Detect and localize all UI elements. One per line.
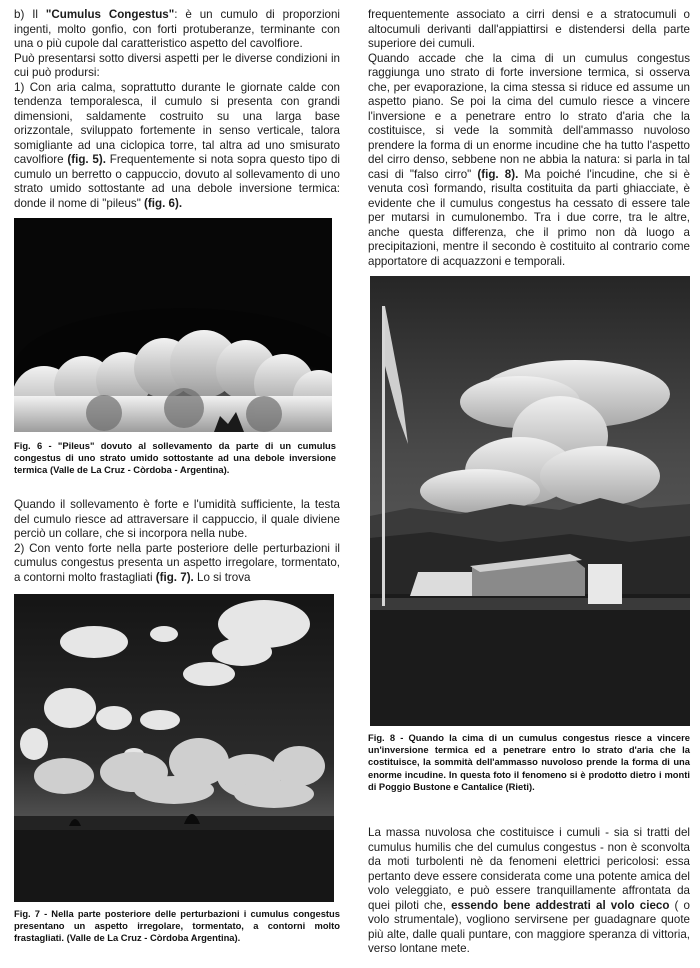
intro-prefix: b) Il bbox=[14, 8, 46, 21]
fig6-caption-block bbox=[14, 440, 336, 477]
right-bottom-block bbox=[368, 826, 690, 957]
case-2-text-b: Lo si trova bbox=[193, 570, 251, 584]
left-intro-block bbox=[14, 8, 340, 211]
gliding-text-b: ( o volo strumentale), vogliono servirsene per guadagnare quote più alte, dalle quali puntare, con maggiore speranza di vittoria, verso lontane mete. bbox=[368, 898, 690, 955]
fig7-caption: Fig. 7 - Nella parte posteriore delle perturbazioni i cumulus congestus presentano un aspetto irregolare, tormentato, a contorni molto frastagliati. (Valle de La Cruz - Còrdoba Argentina). bbox=[14, 908, 340, 944]
fig6-photo bbox=[14, 218, 332, 432]
case-2-paragraph bbox=[14, 542, 340, 586]
fig6-caption: Fig. 6 - "Pileus" dovuto al sollevamento da parte di un cumulus congestus di uno strato umido sottostante ad una debole inversione termica (Valle de La Cruz - Còrdoba - Argentina). bbox=[14, 440, 336, 476]
ref-fig-7: (fig. 7). bbox=[155, 570, 194, 584]
inversion-text-a: Quando accade che la cima di un cumulus congestus raggiunga uno strato di forte inversione termica, si osserva che, per evaporazione, la cima stessa si riduce ed assume un aspetto piano. Se poi la cima del cumulo riesce a vincere l'inversione e a penetrare entro lo strato d'aria che la costituisce, si vede la sommità dell'ammasso nuvoloso prendere la forma di un enorme incudine che ha tutto l'aspetto del cirro denso, sebbene non ne abbia la natura: si parla in tal casi di "falso cirro" bbox=[368, 51, 690, 181]
intro-paragraph bbox=[14, 8, 340, 52]
fig8-photo bbox=[370, 276, 690, 726]
ref-fig-5: (fig. 5). bbox=[67, 153, 106, 166]
blind-flight-emphasis: essendo bene addestrati al volo cieco bbox=[451, 898, 670, 912]
case-2-text-a: 2) Con vento forte nella parte posteriore delle perturbazioni il cumulus congestus presenta un aspetto irregolare, tormentato, a contorni molto frastagliati bbox=[14, 541, 340, 584]
case-1-text-a: 1) Con aria calma, soprattutto durante le giornate calde con tendenza temporalesca, il cumulo si presenta con grandi dimensioni, saldamente costruito su una larga base orizzontale, sviluppato fortemente in senso verticale, talora somigliante ad una ciclopica torre, tal altra ad uno smisurato cavolfiore bbox=[14, 80, 340, 166]
collar-paragraph: Quando il sollevamento è forte e l'umidità sufficiente, la testa del cumulo riesce ad attraversare il cappuccio, il quale diviene perciò un collare, che si incorpora nella nube. bbox=[14, 498, 340, 540]
gliding-paragraph bbox=[368, 826, 690, 957]
fig8-caption: Fig. 8 - Quando la cima di un cumulus congestus riesce a vincere un'inversione termica ed a penetrare entro lo strato d'aria che la costituisce, la sommità dell'ammasso nuvoloso prende la forma di una enorme incudine. In questa foto il fenomeno si è prodotto dietro i monti di Poggio Bustone e Cantalice (Rieti). bbox=[368, 732, 690, 792]
right-top-block bbox=[368, 8, 690, 269]
fig7-photo bbox=[14, 594, 334, 902]
gliding-text-a: La massa nuvolosa che costituisce i cumuli - sia si tratti del cumulus humilis che del cumulus congestus - non è sconvolta da moti turbolenti nè da fenomeni elettrici pericolosi: essa pertanto deve essere considerata come una potente amica del volo veleggiato, e può essere tranquillamente affrontata da quei piloti che, bbox=[368, 826, 690, 912]
fig8-caption-block bbox=[368, 732, 690, 793]
term-cumulus-congestus: "Cumulus Congestus" bbox=[45, 8, 175, 21]
inversion-paragraph bbox=[368, 52, 690, 270]
ref-fig-6: (fig. 6). bbox=[144, 196, 183, 210]
fig7-caption-block bbox=[14, 908, 340, 945]
intro-case-1 bbox=[14, 81, 340, 212]
intro-conditions: Può presentarsi sotto diversi aspetti per le diverse condizioni in cui può prodursi: bbox=[14, 51, 340, 79]
intro-definition: : è un cumulo di proporzioni ingenti, molto gonfio, con forti protuberanze, terminante con una o più cupole dal caratteristico aspetto del cavolfiore. bbox=[14, 8, 340, 50]
left-mid-block bbox=[14, 498, 340, 585]
case-1-text-b: Frequentemente si nota sopra questo tipo di cumulo un berretto o cappuccio, dovuto al sollevamento di uno strato umido sottostante ad una debole inversione termica: donde il nome di "pileus" bbox=[14, 153, 340, 210]
association-paragraph: frequentemente associato a cirri densi e a stratocumuli o altocumuli derivanti dall'appiattirsi e distendersi della parte superiore dei cumuli. bbox=[368, 8, 690, 50]
inversion-text-b: Ma poiché l'incudine, che si è venuta così formando, risulta costituita da parti ghiacciate, è evidente che il cumulus congestus ha cessato di essere tale per mutarsi in cumulonembo. Tra i due corre, tra le altre, anche questa differenza, che il primo non dà luogo a precipitazioni, mentre il secondo è costituito al contrario come apportatore di acquazzoni e temporali. bbox=[368, 167, 690, 268]
ref-fig-8: (fig. 8). bbox=[477, 167, 519, 181]
